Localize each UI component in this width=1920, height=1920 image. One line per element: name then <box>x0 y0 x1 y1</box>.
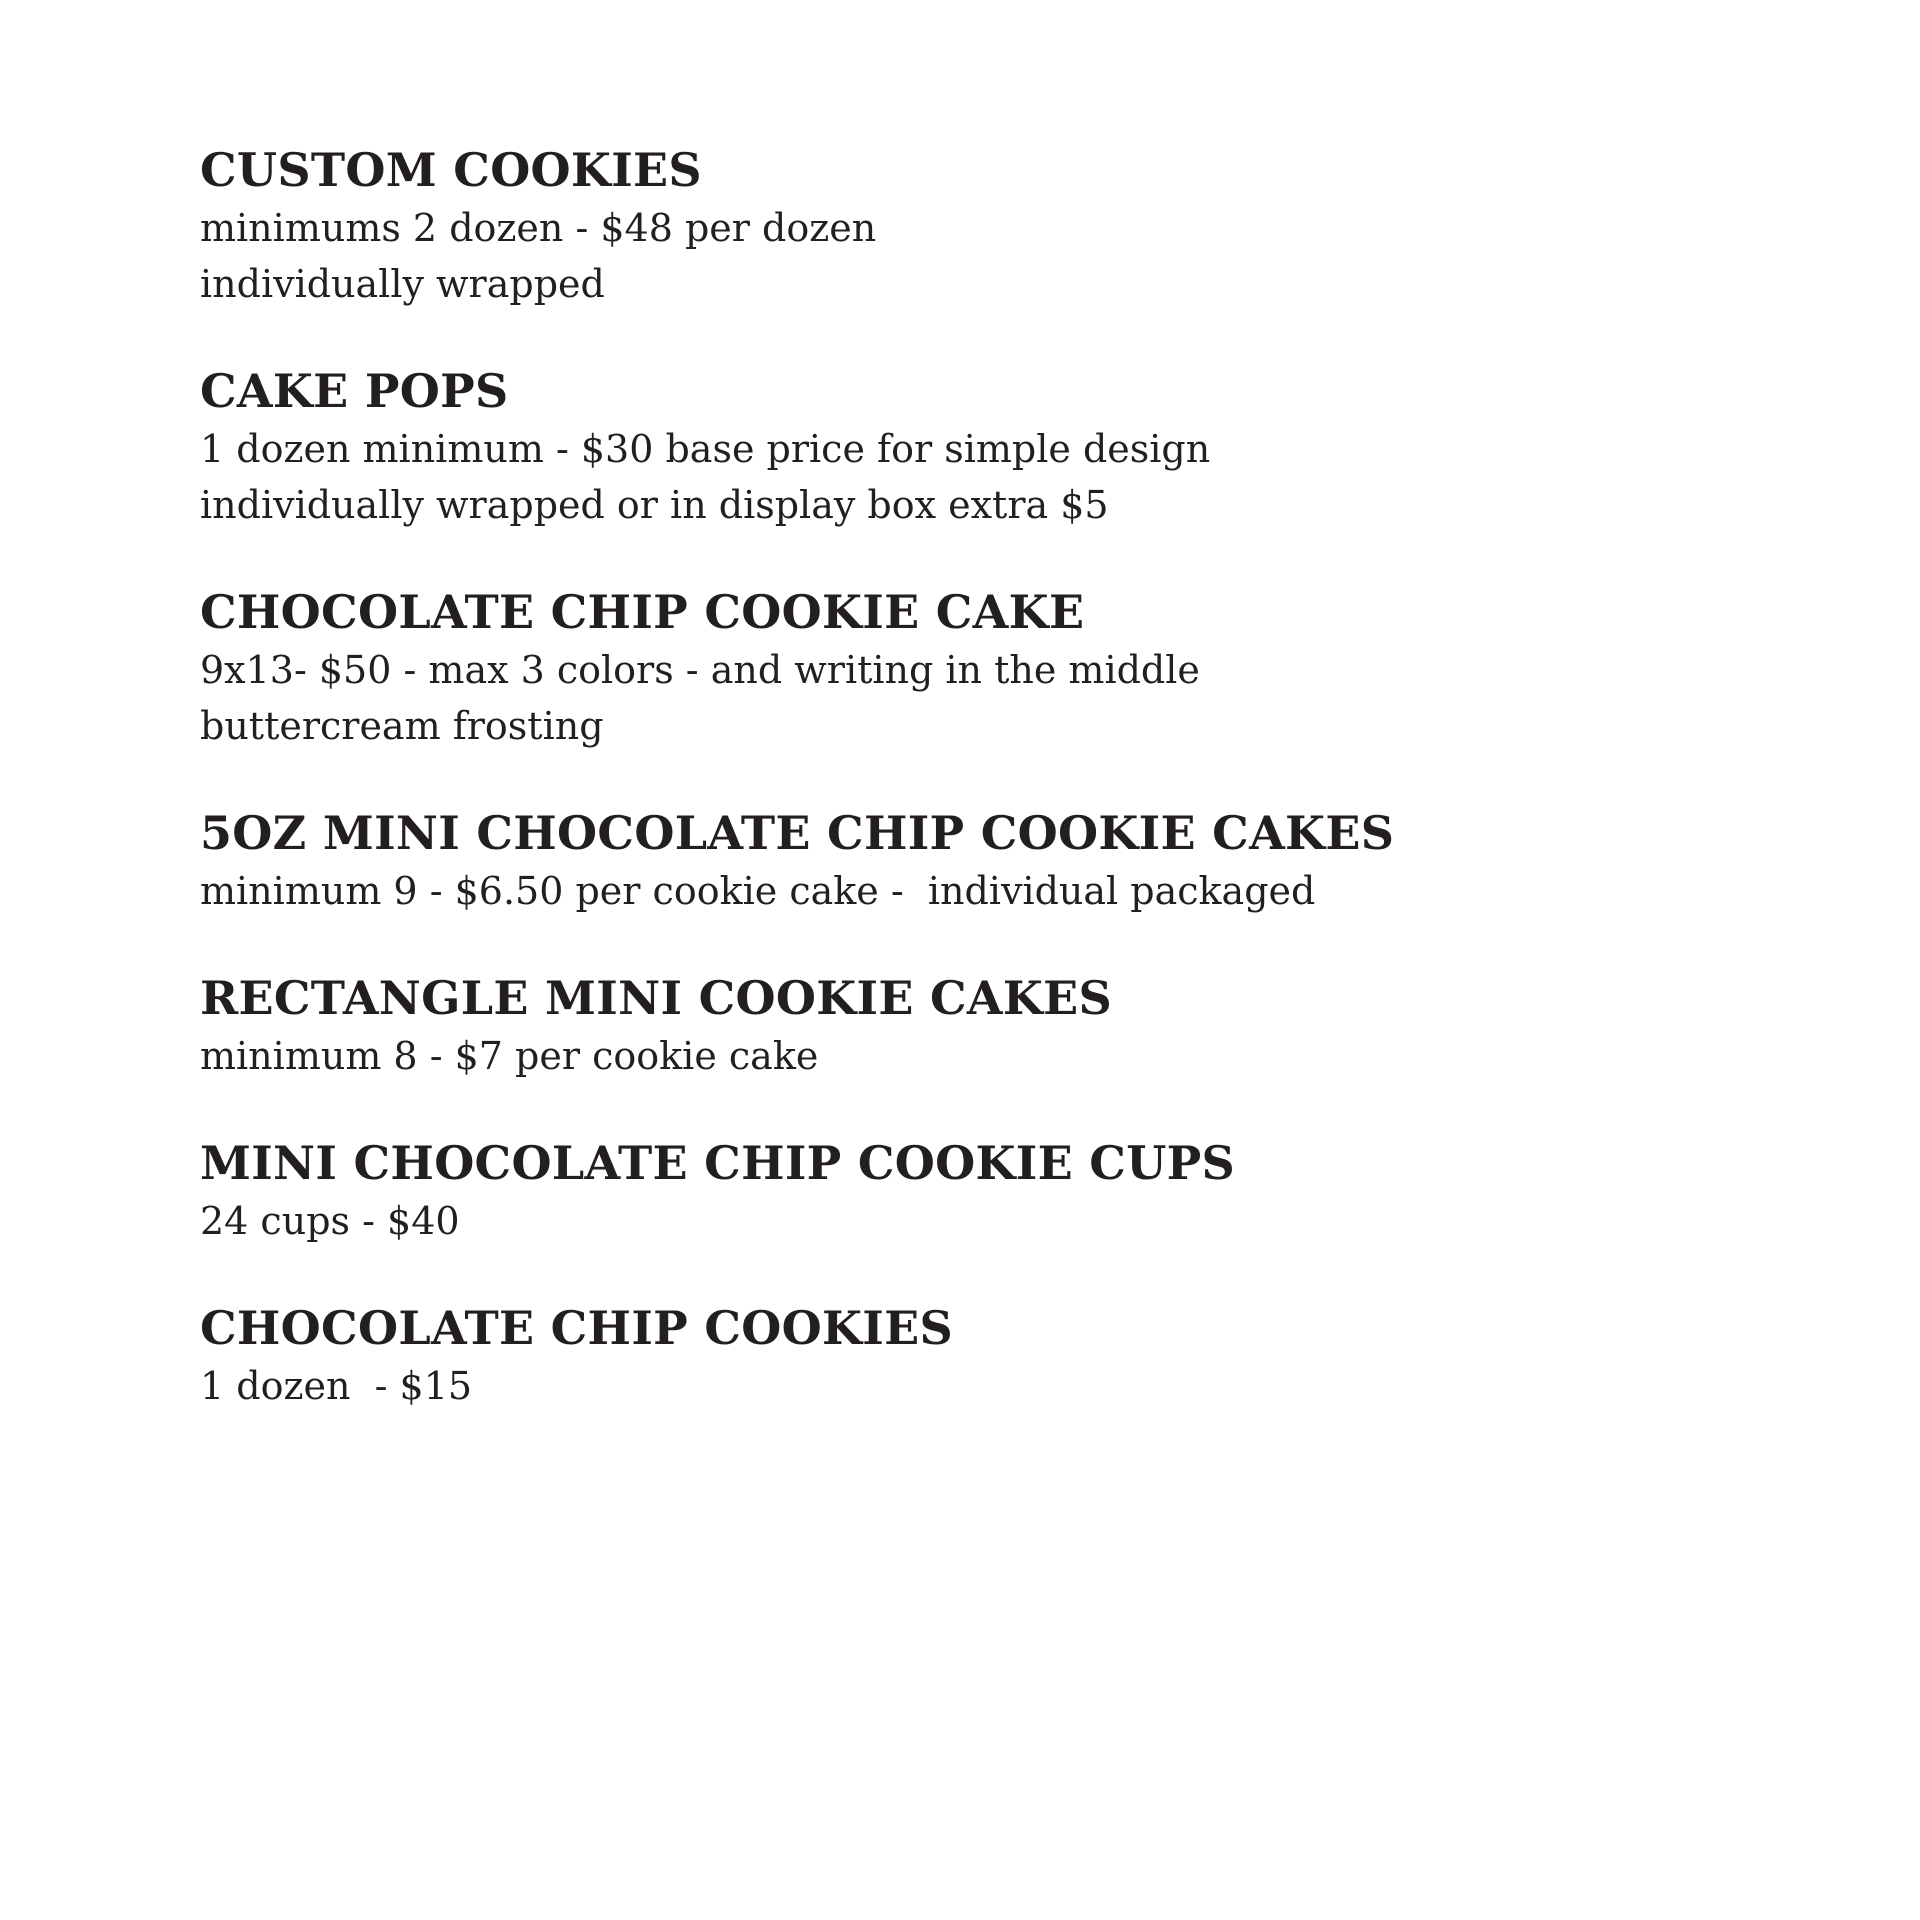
item-detail: 9x13- $50 - max 3 colors - and writing in the middle <box>200 648 1200 692</box>
menu-item-cake-pops <box>200 361 1700 533</box>
item-detail: buttercream frosting <box>200 704 604 748</box>
item-detail: minimum 9 - $6.50 per cookie cake - individual packaged <box>200 869 1316 913</box>
item-title: CHOCOLATE CHIP COOKIE CAKE <box>200 585 1085 639</box>
menu-item-custom-cookies <box>200 140 1700 312</box>
item-detail: 24 cups - $40 <box>200 1199 460 1243</box>
item-detail: 1 dozen - $15 <box>200 1364 473 1408</box>
menu-item-mini-cookie-cups <box>200 1133 1700 1249</box>
item-detail: 1 dozen minimum - $30 base price for simple design <box>200 427 1211 471</box>
item-title: CHOCOLATE CHIP COOKIES <box>200 1301 953 1355</box>
item-detail: individually wrapped or in display box extra $5 <box>200 483 1109 527</box>
price-list <box>200 140 1700 1463</box>
item-detail: minimum 8 - $7 per cookie cake <box>200 1034 819 1078</box>
item-title: MINI CHOCOLATE CHIP COOKIE CUPS <box>200 1136 1236 1190</box>
item-title: CAKE POPS <box>200 364 509 418</box>
item-title: RECTANGLE MINI COOKIE CAKES <box>200 971 1113 1025</box>
item-title: CUSTOM COOKIES <box>200 143 702 197</box>
menu-item-chocolate-chip-cookie-cake <box>200 582 1700 754</box>
item-detail: minimums 2 dozen - $48 per dozen <box>200 206 877 250</box>
menu-item-rectangle-mini-cookie-cakes <box>200 968 1700 1084</box>
item-detail: individually wrapped <box>200 262 605 306</box>
menu-item-mini-cookie-cakes <box>200 803 1700 919</box>
item-title: 5OZ MINI CHOCOLATE CHIP COOKIE CAKES <box>200 806 1395 860</box>
menu-item-chocolate-chip-cookies <box>200 1298 1700 1414</box>
